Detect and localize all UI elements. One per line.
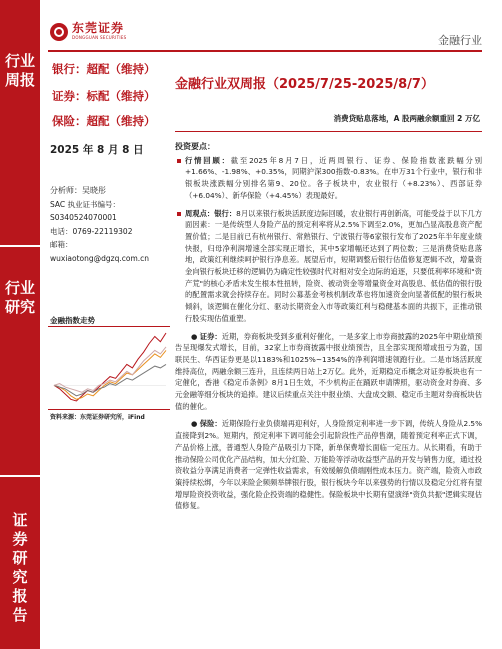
analyst-name: 分析师：吴晓彤 (50, 186, 106, 195)
email-label: 邮箱： (50, 240, 73, 249)
cert-number: S0340524070001 (50, 213, 117, 222)
text-market-review: 截至2025年8月7日，近两周银行、证券、保险指数涨跌幅分别+1.66%、-1.98%、+0.35%，同期沪深300指数-0.83%。在申万31个行业中，银行和非银板块涨跌幅分别排名第9、20位。各子板块中，农业银行（+8.23%）、西部证券（+6.04%）、新华保险（+4.45%）表现最好。 (185, 155, 482, 200)
paragraph-insurance: ● 保险：近期保险行业负债端再迎利好，人身险预定利率进一步下调，传统人身险从2.5%直接降到2%。短期内，预定利率下调可能会引起阶段性产品停售潮，随着预定利率正式下调，产品价格上涨，普通型人身险产品吸引力下降，新单保费增长面临一定压力。从长期看，有助于推动保险公司优化产品结构，加大分红险、万能险等浮动收益型产品的开发与销售力度，通过投资收益分享满足消费者一定弹性收益需求，有效缓解负债端刚性成本压力。资产端，险资入市政策持续松绑，今年以来险企频频举牌银行股，银行板块今年以来强势的行情以及稳定分红将有望增厚险资投资收益，强化险企投资端的稳健性。保险板块中长期有望演绎"资负共振"逻辑实现估值修复。 (175, 419, 483, 511)
report-body (175, 135, 482, 518)
side-divider (0, 245, 40, 247)
rating-insurance: 保险：超配（维持） (52, 114, 156, 128)
chart-series-line-1 (54, 333, 166, 401)
logo-name-cn: 东莞证券 (72, 21, 125, 35)
analyst-phone: 电话：0769-22119302 (50, 226, 133, 236)
text-weekly-view: 8月以来银行板块活跃度边际回暖，农业银行再创新高，可能受益于以下几方面因素：一是传统型人身险产品的预定利率将从2.5%下调至2.0%，更加凸显高股息资产配置价值；二是目前已有杭州银行、常熟银行、宁波银行等6家银行发布了2025年半年度业绩快报，归母净利润增速全部实现正增长，其中5家增幅还达到了两位数；三是消费贷贴息落地，政策红利继续呵护银行净息差。展望后市，短期调整后银行估值修复逻辑不改，增量资金向银行板块迁移的逻辑仍为确定性较强时代对相对安全边际的追逐，只要低利率环境和"资产荒"的核心矛盾未发生根本性扭转，险资、被动资金等增量资金对高股息、低估值的银行股的配置需求就会持续存在。同时公募基金考核机制改革也将加速资金向显著低配的银行板块倾斜，该逻辑在催化分红、驱动长期资金入市等政策红利与稳健基本面的共振下，正推动银行股实现估值重塑。 (185, 208, 483, 323)
company-logo (50, 22, 126, 41)
chart-bottom-rule (48, 409, 170, 410)
rating-bank: 银行：超配（维持） (52, 62, 156, 76)
paragraph-securities: ● 证券：近期，券商板块受到多重利好催化，一是多家上市券商披露的2025年中期业绩预告呈现爆发式增长，目前，32家上市券商披露中报业绩预告，且全部实现预增或扭亏为盈，国联民生、华西证券更是以1183%和1025%~1354%的净利润增速领跑行业。二是市场活跃度维持高位，两融余额三连升，且连续两日站上2万亿。此外，近期稳定币概念对证券板块也有一定催化，香港《稳定币条例》8月1日生效，不少机构正在踊跃申请牌照，驱动资金对券商、多元金融等细分板块的追捧。建议后续重点关注中报业绩、大盘成交额、稳定币主题对券商板块估值的催化。 (175, 331, 483, 411)
side-divider (0, 475, 40, 477)
paragraph-weekly-view (175, 208, 482, 325)
rating-securities: 证券：标配（维持） (52, 89, 156, 103)
chart-source: 资料来源：东莞证券研究所，iFind (50, 414, 145, 421)
report-subtitle: 消费贷贴息落地，A 股两融余额重回 2 万亿 (333, 114, 480, 123)
analyst-email[interactable]: wuxiaotong@dgzq.com.cn (50, 253, 150, 263)
header-rule (48, 50, 482, 52)
report-title: 金融行业双周报（2025/7/25-2025/8/7） (175, 77, 434, 92)
logo-name-en: DONGGUAN SECURITIES (72, 35, 127, 40)
analyst-info (50, 184, 149, 265)
text-insurance: 近期保险行业负债端再迎利好，人身险预定利率进一步下调，传统人身险从2.5%直接降到2%。短期内，预定利率下调可能会引起阶段性产品停售潮，随着预定利率正式下调，产品价格上涨，普通型人身险产品吸引力下降，新单保费增长面临一定压力。从长期看，有助于推动保险公司优化产品结构，加大分红险、万能险等浮动收益型产品的开发与销售力度，通过投资收益分享满足消费者一定弹性收益需求，有效缓解负债端刚性成本压力。资产端，险资入市政策持续松绑，今年以来险企频频举牌银行股，银行板块今年以来强势的行情以及稳定分红将有望增厚险资投资收益，强化险企投资端的稳健性。保险板块中长期有望演绎"资负共振"逻辑实现估值修复。 (175, 419, 483, 511)
report-date: 2025 年 8 月 8 日 (50, 144, 144, 156)
index-trend-chart (50, 327, 170, 407)
section-heading: 投资要点： (175, 142, 215, 151)
side-label-research: 行业 研究 (4, 279, 35, 316)
cert-label: SAC 执业证书编号： (50, 199, 121, 209)
side-label-report: 证 券 研 究 报 告 (12, 511, 28, 624)
lead-securities: 证券： (199, 331, 222, 341)
lead-weekly-view: 周观点：银行： (185, 208, 237, 218)
side-label-weekly: 行业 周报 (4, 52, 35, 89)
chart-title: 金融指数走势 (50, 316, 95, 325)
text-securities: 近期，券商板块受到多重利好催化，一是多家上市券商披露的2025年中期业绩预告呈现爆发式增长，目前，32家上市券商披露中报业绩预告，且全部实现预增或扭亏为盈，国联民生、华西证券更是以1183%和1025%~1354%的净利润增速领跑行业。二是市场活跃度维持高位，两融余额三连升，且连续两日站上2万亿。此外，近期稳定币概念对证券板块也有一定催化，香港《稳定币条例》8月1日生效，不少机构正在踊跃申请牌照，驱动资金对券商、多元金融等细分板块的追捧。建议后续重点关注中报业绩、大盘成交额、稳定币主题对券商板块估值的催化。 (175, 331, 483, 411)
logo-icon (50, 23, 68, 41)
paragraph-market-review (175, 155, 482, 202)
subtitle-rule (175, 131, 482, 132)
industry-label: 金融行业 (438, 34, 482, 47)
lead-market-review: 行情回顾： (185, 155, 231, 165)
lead-insurance: 保险： (199, 419, 222, 429)
